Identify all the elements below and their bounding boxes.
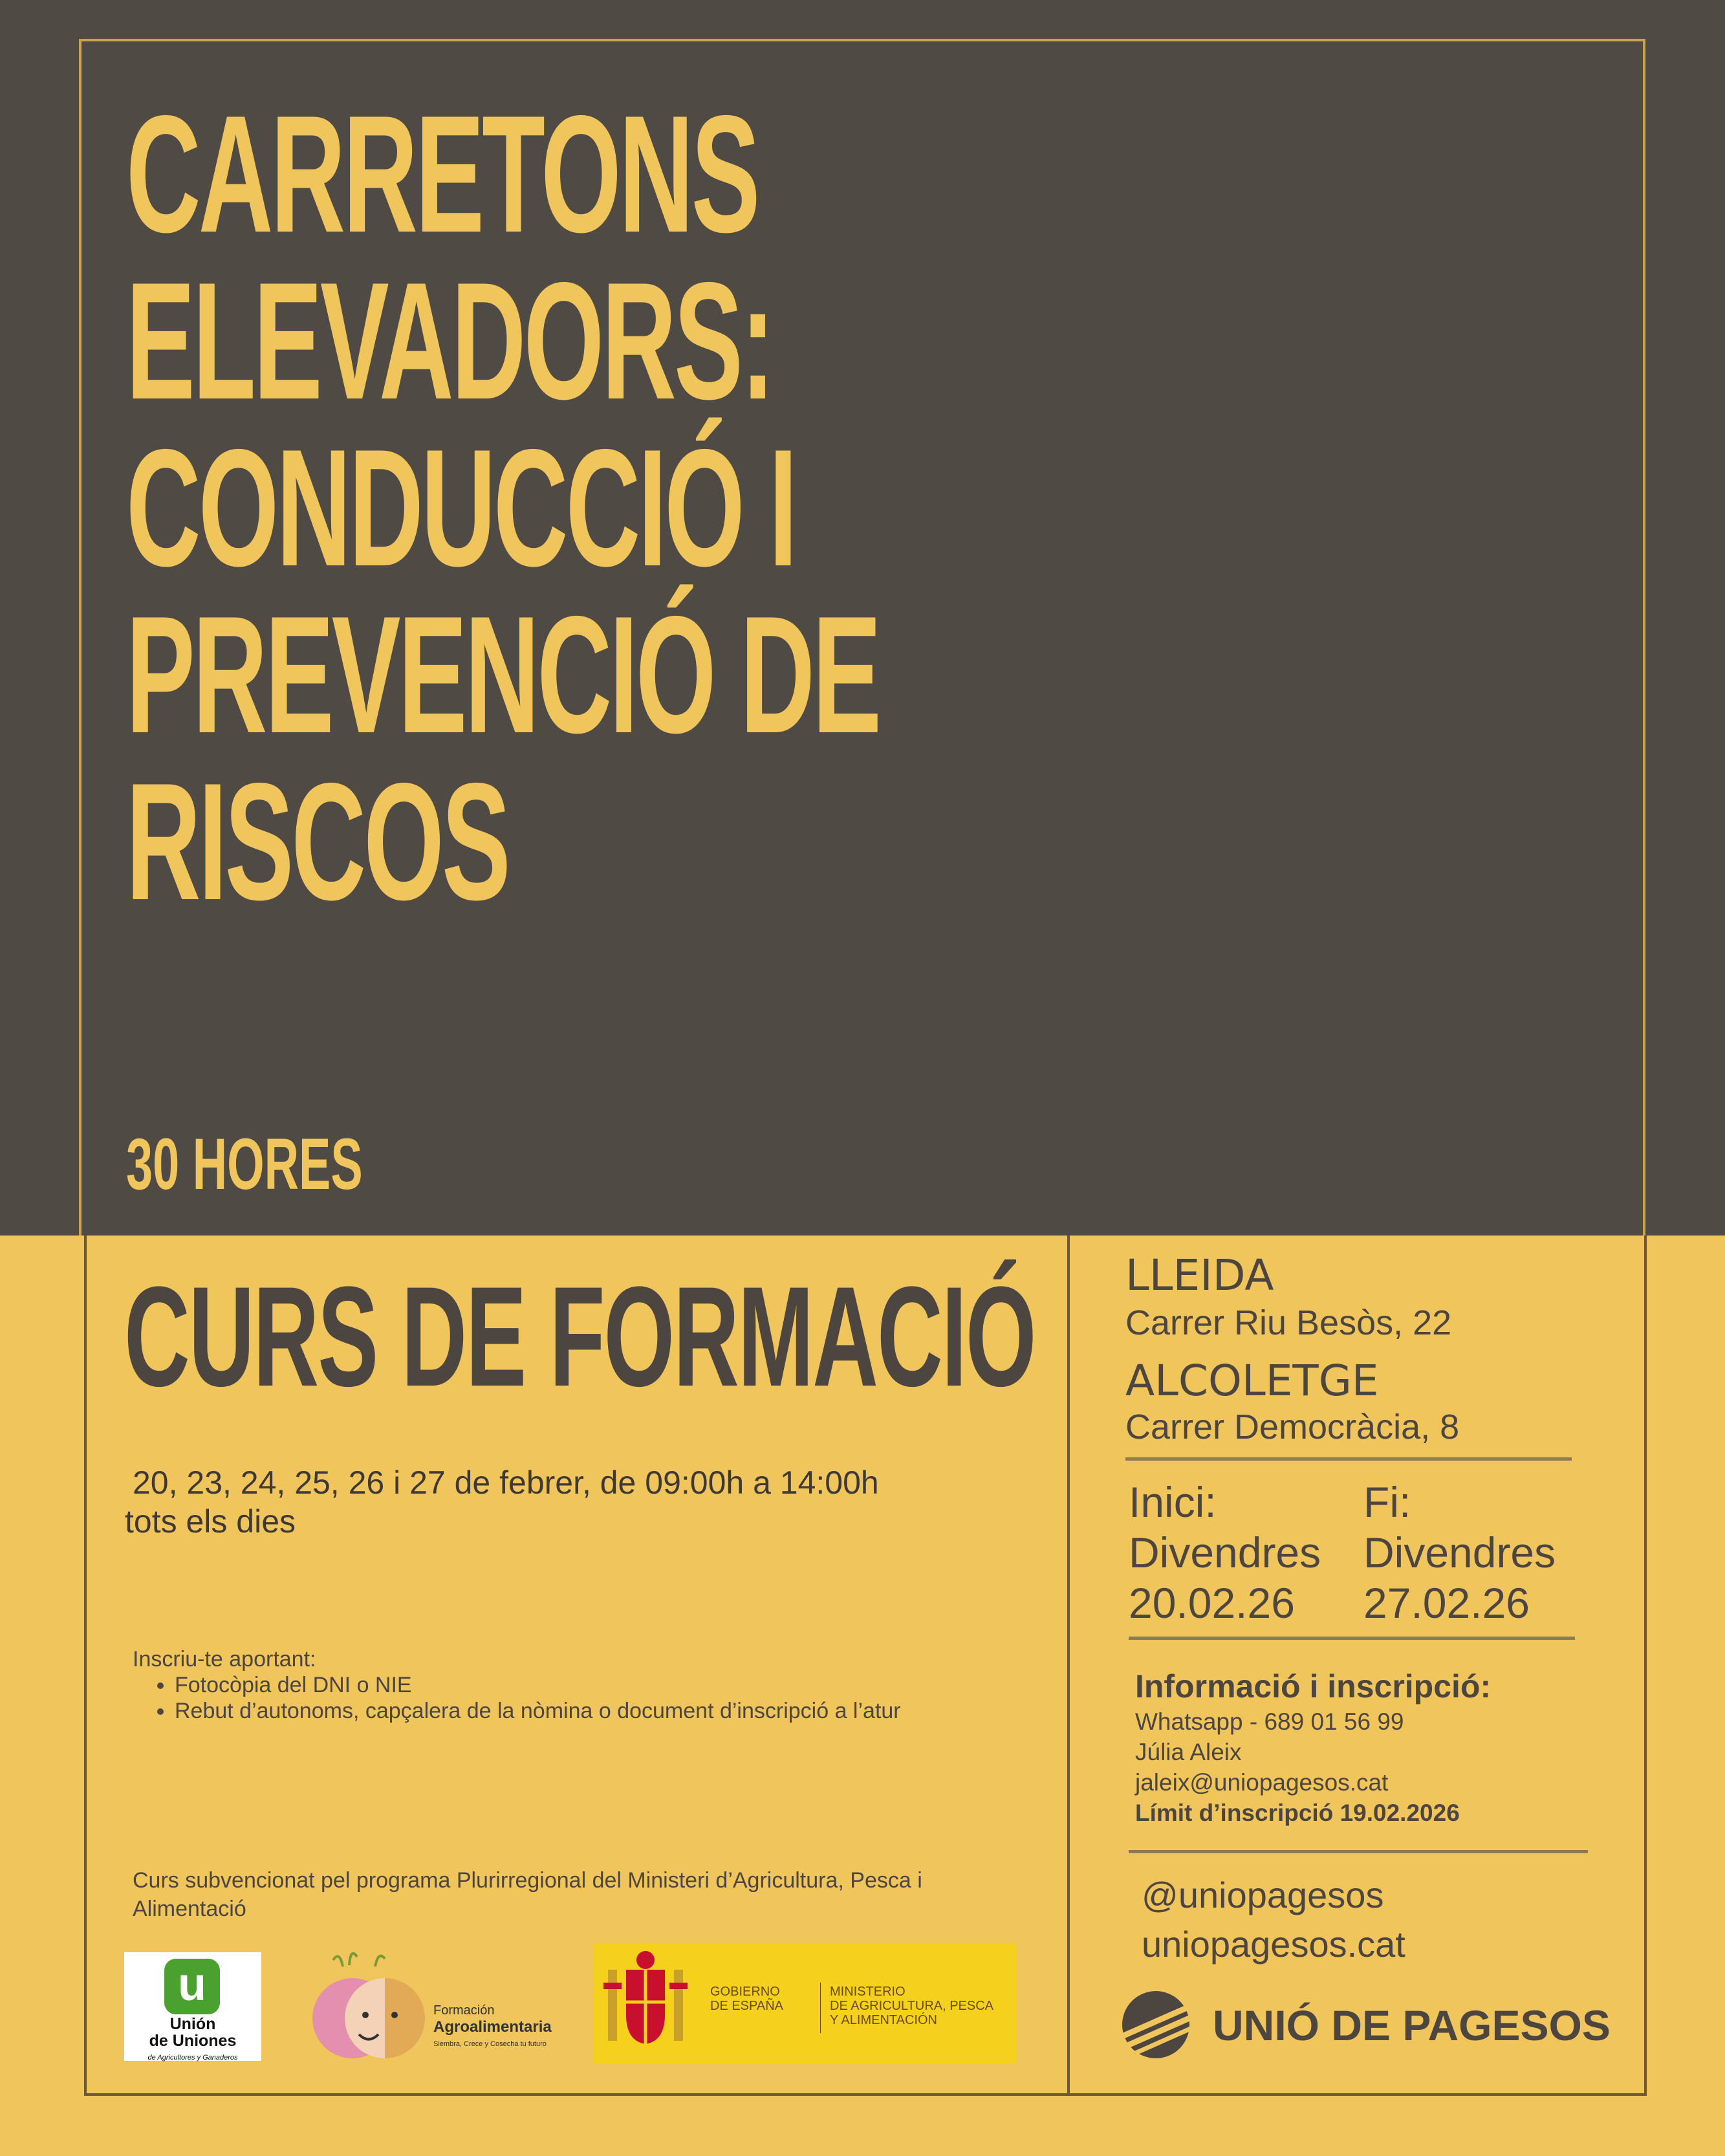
subsidy-note: Curs subvencionat pel programa Plurirregional del Ministeri d’Agricultura, Pesca i Alimentació [133,1868,922,1921]
dates-line: 20, 23, 24, 25, 26 i 27 de febrer, de 09:00h a 14:00h [133,1465,879,1501]
start-date: 20.02.26 [1129,1579,1295,1627]
faces-illustration-icon [304,1947,433,2063]
contact-heading: Informació i inscripció: [1135,1668,1492,1704]
title-line: PREVENCIÓ DE [126,581,880,768]
unio-pagesos-wordmark: UNIÓ DE PAGESOS [1213,2001,1611,2049]
frame-top [79,39,1645,41]
formacion-agroalimentaria-logo [304,1947,569,2063]
start-date-block [1129,1477,1321,1628]
gobierno-text: GOBIERNO DE ESPAÑA [710,1985,783,2013]
requirements [133,1646,996,1724]
location-city: LLEIDA [1125,1250,1274,1300]
course-hours: 30 HORES [126,1124,363,1204]
ministry-logo [594,1944,1017,2063]
title-line: CARRETONS [126,80,758,267]
location-city: ALCOLETGE [1125,1356,1379,1406]
divider [1125,1457,1572,1461]
end-label: Fi: [1363,1478,1411,1526]
spain-coat-of-arms-icon [594,1944,697,2063]
social-handle[interactable]: @uniopagesos [1142,1875,1384,1915]
divider [1129,1850,1588,1853]
unio-pagesos-emblem-icon [1116,1989,1200,2060]
divider [1129,1637,1575,1640]
column-divider [1067,1236,1070,2096]
course-dates [125,1463,879,1541]
title-line: RISCOS [126,748,508,935]
course-heading: CURS DE FORMACIÓ [124,1257,1036,1416]
requirement-item: • Fotocòpia del DNI o NIE [175,1672,996,1698]
frame-left-bottom [84,1236,87,2096]
ministerio-text: MINISTERIO DE AGRICULTURA, PESCA Y ALIMENTACIÓN [830,1985,994,2027]
requirements-intro: Inscriu-te aportant: [133,1647,316,1671]
requirements-list [133,1672,996,1724]
frame-left-top [79,39,81,1236]
end-day: Divendres [1363,1529,1556,1576]
title-line: CONDUCCIÓ I [126,414,796,601]
page-title [126,80,888,935]
requirement-item: • Rebut d’autonoms, capçalera de la nòmina o document d’inscripció a l’atur [175,1698,996,1724]
social-links [1142,1871,1405,1969]
frame-right-top [1643,39,1645,1236]
end-date-block [1363,1477,1556,1628]
website-link[interactable]: uniopagesos.cat [1142,1924,1405,1965]
contact-details [1135,1706,1460,1828]
registration-deadline: Límit d’inscripció 19.02.2026 [1135,1800,1460,1826]
union-de-uniones-logo [124,1952,261,2061]
dates-line: tots els dies [125,1503,296,1540]
title-line: ELEVADORS: [126,247,773,434]
frame-right-bottom [1644,1236,1647,2096]
formacion-wordmark: Formación Agroalimentaria Siembra, Crece y Cosecha tu futuro [433,2003,552,2048]
start-day: Divendres [1129,1529,1321,1576]
end-date: 27.02.26 [1363,1579,1530,1627]
logo-separator [820,1983,821,2033]
location-address: Carrer Riu Besòs, 22 [1125,1303,1452,1342]
location-address: Carrer Democràcia, 8 [1125,1408,1460,1446]
union-wordmark: Unión de Uniones de Agricultores y Ganaderos [147,2015,238,2062]
unio-pagesos-logo [1116,1989,1611,2060]
contact-whatsapp[interactable]: Whatsapp - 689 01 56 99 [1135,1708,1404,1735]
start-label: Inici: [1129,1478,1217,1526]
contact-name: Júlia Aleix [1135,1739,1242,1765]
frame-bottom [84,2093,1647,2096]
contact-email[interactable]: jaleix@uniopagesos.cat [1135,1769,1389,1796]
union-badge-icon: u [164,1959,220,2014]
